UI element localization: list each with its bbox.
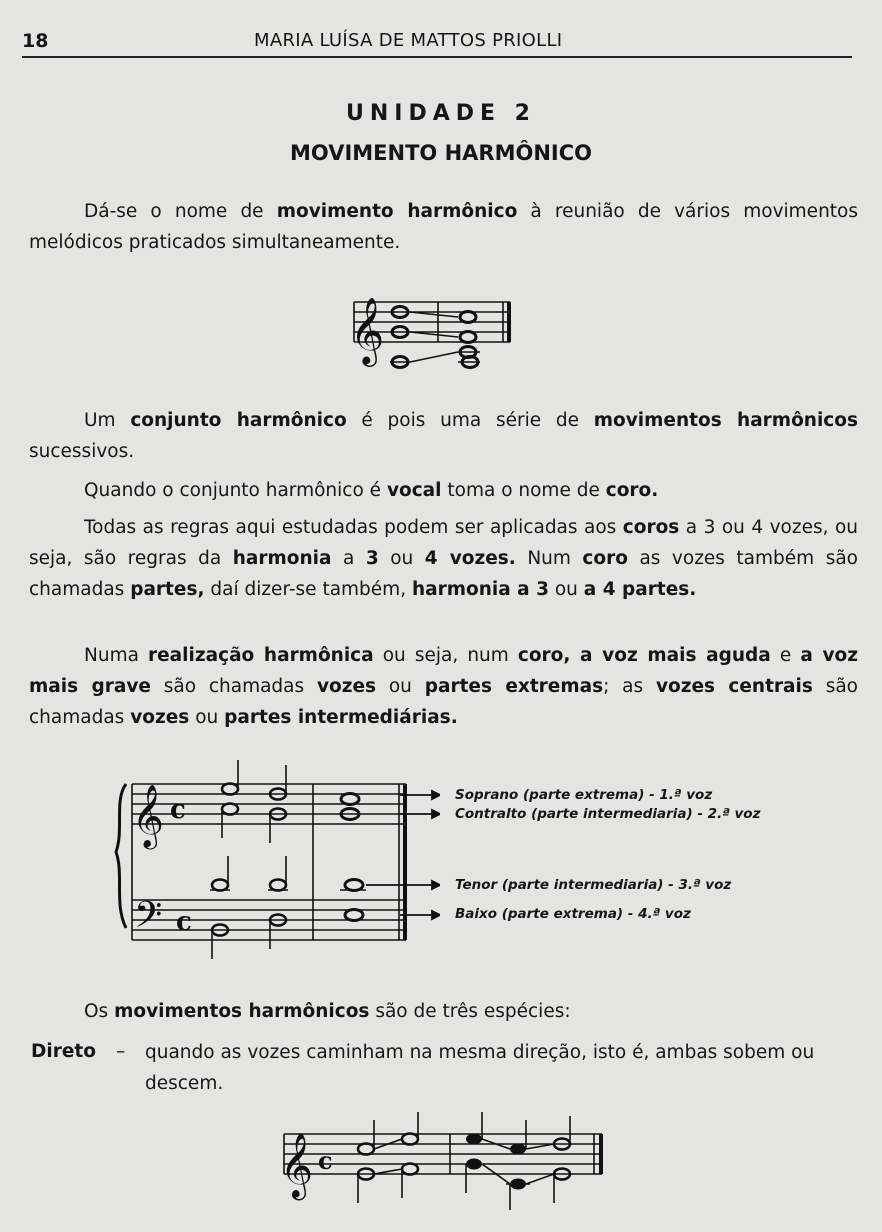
running-title: MARIA LUÍSA DE MATTOS PRIOLLI	[254, 30, 563, 51]
page-header	[22, 26, 852, 58]
paragraph-species: Os movimentos harmônicos são de três espécies:	[84, 1001, 571, 1022]
paragraph-voices: Numa realização harmônica ou seja, num coro, a voz mais aguda e a voz mais grave são chamadas vozes ou partes extremas; as vozes centrais são chamadas vozes ou partes intermediárias.	[29, 645, 858, 728]
brace-icon	[116, 784, 126, 928]
paragraph-vocal: Quando o conjunto harmônico é vocal toma o nome de coro.	[84, 480, 659, 501]
example-direct-motion	[270, 1112, 610, 1212]
bass-clef-icon: 𝄢	[134, 894, 163, 945]
common-time-icon: c	[170, 795, 186, 825]
label-soprano: Soprano (parte extrema) - 1.ª voz	[455, 787, 713, 803]
paragraph-definition: Dá-se o nome de movimento harmônico à reunião de vários movimentos melódicos praticados simultaneamente.	[29, 201, 859, 253]
chapter-title: MOVIMENTO HARMÔNICO	[290, 141, 592, 165]
treble-clef-icon: 𝄞	[280, 1133, 314, 1198]
treble-clef-icon: 𝄞	[132, 784, 164, 847]
page-number: 18	[22, 30, 49, 52]
example-four-voices	[110, 760, 440, 960]
term-dash: –	[116, 1041, 126, 1062]
unit-label: UNIDADE 2	[345, 101, 536, 126]
label-baixo: Baixo (parte extrema) - 4.ª voz	[455, 906, 691, 922]
label-contralto: Contralto (parte intermediaria) - 2.ª voz	[455, 806, 761, 822]
common-time-icon: c	[176, 907, 192, 937]
label-tenor: Tenor (parte intermediaria) - 3.ª voz	[455, 877, 732, 893]
definition-direto: quando as vozes caminham na mesma direção, isto é, ambas sobem ou descem.	[145, 1042, 815, 1094]
term-direto: Direto	[31, 1041, 96, 1062]
treble-clef-icon: 𝄞	[350, 296, 385, 364]
paragraph-rules: Todas as regras aqui estudadas podem ser aplicadas aos coros a 3 ou 4 vozes, ou seja, são regras da harmonia a 3 ou 4 vozes. Num coro as vozes também são chamadas partes, daí dizer-se também, harmonia a 3 ou a 4 partes.	[29, 517, 858, 600]
example-harmonic-movement	[338, 280, 538, 390]
common-time-icon: c	[318, 1146, 333, 1175]
paragraph-harmonic-set: Um conjunto harmônico é pois uma série de movimentos harmônicos sucessivos.	[29, 410, 858, 462]
